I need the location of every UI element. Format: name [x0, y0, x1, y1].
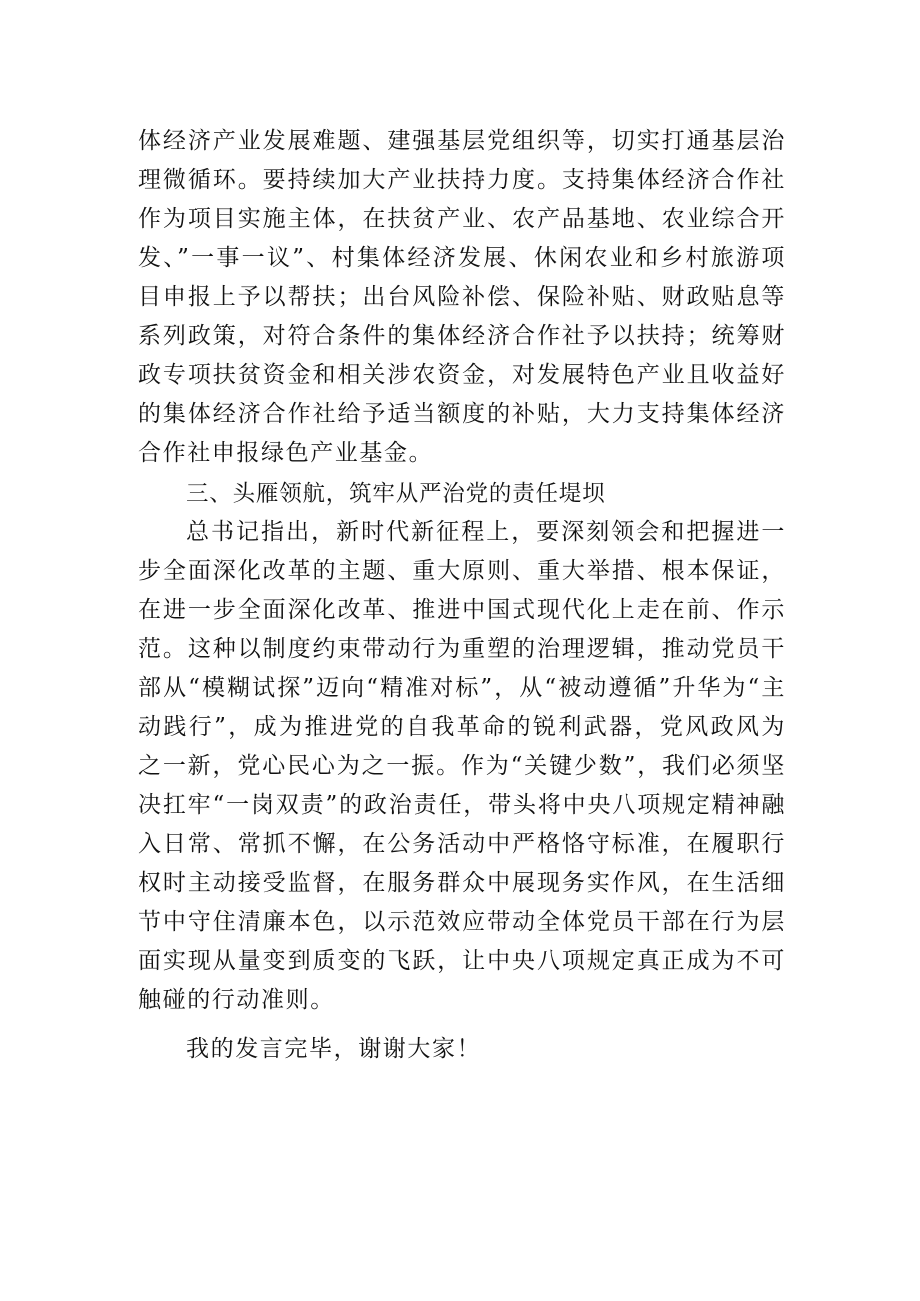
closing-paragraph: 我的发言完毕，谢谢大家！ — [186, 1036, 482, 1062]
section-heading: 三、头雁领航，筑牢从严治党的责任堤坝 — [186, 481, 606, 507]
document-page — [138, 122, 786, 1069]
continued-paragraph: 体经济产业发展难题、建强基层党组织等，切实打通基层治理微循环。要持续加大产业扶持力度。支持集体经济合作社作为项目实施主体，在扶贫产业、农产品基地、农业综合开发、”一事一议”、村集体经济发展、休闲农业和乡村旅游项目申报上予以帮扶；出台风险补偿、保险补贴、财政贴息等系列政策，对符合条件的集体经济合作社予以扶持；统筹财政专项扶贫资金和相关涉农资金，对发展特色产业且收益好的集体经济合作社给予适当额度的补贴，大力支持集体经济合作社申报绿色产业基金。 — [138, 128, 786, 466]
body-paragraph: 总书记指出，新时代新征程上，要深刻领会和把握进一步全面深化改革的主题、重大原则、重大举措、根本保证，在进一步全面深化改革、推进中国式现代化上走在前、作示范。这种以制度约束带动行为重塑的治理逻辑，推动党员干部从“模糊试探”迈向“精准对标”，从“被动遵循”升华为“主动践行”，成为推进党的自我革命的锐利武器，党风政风为之一新，党心民心为之一振。作为“关键少数”，我们必须坚决扛牢“一岗双责”的政治责任，带头将中央八项规定精神融入日常、常抓不懈，在公务活动中严格恪守标准，在履职行权时主动接受监督，在服务群众中展现务实作风，在生活细节中守住清廉本色，以示范效应带动全体党员干部在行为层面实现从量变到质变的飞跃，让中央八项规定真正成为不可触碰的行动准则。 — [138, 519, 786, 1013]
